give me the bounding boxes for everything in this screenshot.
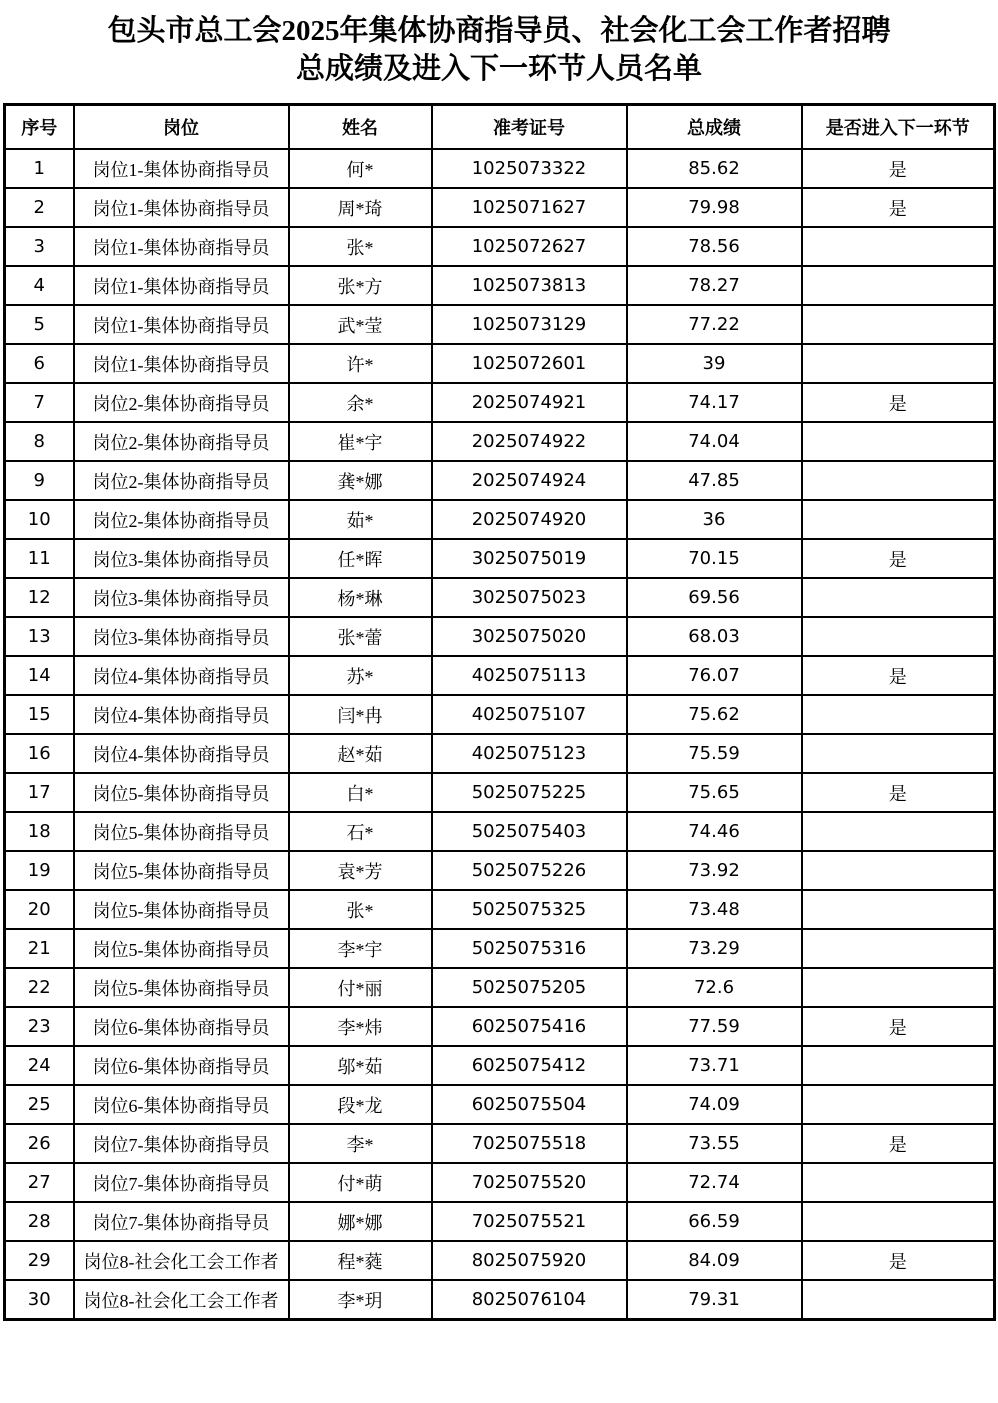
cell-name: 张*蕾 <box>289 617 432 656</box>
cell-total-score: 77.22 <box>627 305 802 344</box>
column-header-seq: 序号 <box>5 105 74 150</box>
cell-seq: 11 <box>5 539 74 578</box>
cell-advance-flag: 是 <box>802 1241 995 1280</box>
cell-total-score: 36 <box>627 500 802 539</box>
cell-position: 岗位7-集体协商指导员 <box>74 1124 289 1163</box>
cell-seq: 25 <box>5 1085 74 1124</box>
cell-name: 任*晖 <box>289 539 432 578</box>
cell-seq: 28 <box>5 1202 74 1241</box>
cell-position: 岗位5-集体协商指导员 <box>74 812 289 851</box>
cell-name: 袁*芳 <box>289 851 432 890</box>
table-row <box>5 1241 995 1280</box>
table-row <box>5 734 995 773</box>
cell-advance-flag <box>802 305 995 344</box>
cell-ticket-number: 1025073813 <box>432 266 627 305</box>
cell-total-score: 68.03 <box>627 617 802 656</box>
cell-name: 许* <box>289 344 432 383</box>
cell-ticket-number: 5025075225 <box>432 773 627 812</box>
table-row <box>5 968 995 1007</box>
table-row <box>5 578 995 617</box>
table-row <box>5 851 995 890</box>
cell-name: 李*炜 <box>289 1007 432 1046</box>
cell-ticket-number: 7025075518 <box>432 1124 627 1163</box>
cell-ticket-number: 7025075521 <box>432 1202 627 1241</box>
cell-position: 岗位7-集体协商指导员 <box>74 1163 289 1202</box>
results-table <box>3 103 996 1321</box>
table-row <box>5 422 995 461</box>
cell-name: 张* <box>289 890 432 929</box>
table-row <box>5 305 995 344</box>
cell-advance-flag: 是 <box>802 383 995 422</box>
cell-advance-flag <box>802 812 995 851</box>
title-line-1: 包头市总工会2025年集体协商指导员、社会化工会工作者招聘 <box>107 15 891 47</box>
table-row <box>5 227 995 266</box>
cell-total-score: 85.62 <box>627 149 802 188</box>
cell-seq: 17 <box>5 773 74 812</box>
cell-position: 岗位1-集体协商指导员 <box>74 149 289 188</box>
cell-seq: 24 <box>5 1046 74 1085</box>
cell-position: 岗位4-集体协商指导员 <box>74 695 289 734</box>
cell-advance-flag <box>802 461 995 500</box>
column-header-position: 岗位 <box>74 105 289 150</box>
table-row <box>5 461 995 500</box>
cell-seq: 1 <box>5 149 74 188</box>
table-row <box>5 383 995 422</box>
cell-advance-flag <box>802 929 995 968</box>
cell-total-score: 74.46 <box>627 812 802 851</box>
cell-total-score: 79.98 <box>627 188 802 227</box>
cell-name: 龚*娜 <box>289 461 432 500</box>
cell-total-score: 78.27 <box>627 266 802 305</box>
table-row <box>5 929 995 968</box>
cell-advance-flag: 是 <box>802 1124 995 1163</box>
cell-ticket-number: 1025071627 <box>432 188 627 227</box>
cell-seq: 22 <box>5 968 74 1007</box>
table-row <box>5 890 995 929</box>
cell-ticket-number: 5025075316 <box>432 929 627 968</box>
cell-advance-flag: 是 <box>802 188 995 227</box>
cell-advance-flag: 是 <box>802 539 995 578</box>
cell-position: 岗位8-社会化工会工作者 <box>74 1241 289 1280</box>
cell-name: 闫*冉 <box>289 695 432 734</box>
cell-advance-flag <box>802 500 995 539</box>
cell-advance-flag <box>802 578 995 617</box>
cell-ticket-number: 7025075520 <box>432 1163 627 1202</box>
cell-ticket-number: 2025074921 <box>432 383 627 422</box>
cell-total-score: 74.04 <box>627 422 802 461</box>
cell-name: 付*萌 <box>289 1163 432 1202</box>
cell-total-score: 75.59 <box>627 734 802 773</box>
cell-position: 岗位2-集体协商指导员 <box>74 500 289 539</box>
cell-position: 岗位4-集体协商指导员 <box>74 734 289 773</box>
cell-ticket-number: 1025073129 <box>432 305 627 344</box>
cell-total-score: 79.31 <box>627 1280 802 1320</box>
cell-ticket-number: 8025076104 <box>432 1280 627 1320</box>
cell-advance-flag <box>802 1202 995 1241</box>
cell-name: 娜*娜 <box>289 1202 432 1241</box>
cell-ticket-number: 8025075920 <box>432 1241 627 1280</box>
cell-seq: 16 <box>5 734 74 773</box>
cell-position: 岗位1-集体协商指导员 <box>74 227 289 266</box>
cell-total-score: 74.09 <box>627 1085 802 1124</box>
cell-ticket-number: 1025072601 <box>432 344 627 383</box>
cell-name: 张* <box>289 227 432 266</box>
cell-ticket-number: 4025075123 <box>432 734 627 773</box>
cell-ticket-number: 5025075226 <box>432 851 627 890</box>
cell-name: 李* <box>289 1124 432 1163</box>
table-row <box>5 149 995 188</box>
cell-position: 岗位5-集体协商指导员 <box>74 968 289 1007</box>
cell-advance-flag: 是 <box>802 1007 995 1046</box>
cell-name: 茹* <box>289 500 432 539</box>
cell-advance-flag <box>802 344 995 383</box>
cell-seq: 19 <box>5 851 74 890</box>
cell-seq: 2 <box>5 188 74 227</box>
cell-position: 岗位6-集体协商指导员 <box>74 1046 289 1085</box>
cell-ticket-number: 5025075325 <box>432 890 627 929</box>
cell-advance-flag <box>802 1163 995 1202</box>
cell-total-score: 75.65 <box>627 773 802 812</box>
cell-advance-flag <box>802 422 995 461</box>
cell-total-score: 72.6 <box>627 968 802 1007</box>
cell-seq: 6 <box>5 344 74 383</box>
cell-name: 杨*琳 <box>289 578 432 617</box>
cell-position: 岗位2-集体协商指导员 <box>74 383 289 422</box>
table-row <box>5 617 995 656</box>
cell-advance-flag <box>802 890 995 929</box>
table-row <box>5 266 995 305</box>
cell-total-score: 72.74 <box>627 1163 802 1202</box>
cell-total-score: 76.07 <box>627 656 802 695</box>
table-row <box>5 1163 995 1202</box>
cell-advance-flag <box>802 1280 995 1320</box>
cell-total-score: 78.56 <box>627 227 802 266</box>
table-row <box>5 1007 995 1046</box>
cell-name: 崔*宇 <box>289 422 432 461</box>
cell-name: 李*玥 <box>289 1280 432 1320</box>
cell-advance-flag <box>802 266 995 305</box>
table-row <box>5 344 995 383</box>
document-page <box>0 12 998 1403</box>
cell-advance-flag <box>802 695 995 734</box>
cell-ticket-number: 6025075412 <box>432 1046 627 1085</box>
cell-position: 岗位5-集体协商指导员 <box>74 773 289 812</box>
column-header-name: 姓名 <box>289 105 432 150</box>
cell-position: 岗位5-集体协商指导员 <box>74 890 289 929</box>
cell-name: 白* <box>289 773 432 812</box>
cell-position: 岗位6-集体协商指导员 <box>74 1007 289 1046</box>
cell-advance-flag: 是 <box>802 773 995 812</box>
cell-total-score: 75.62 <box>627 695 802 734</box>
cell-total-score: 73.71 <box>627 1046 802 1085</box>
cell-total-score: 69.56 <box>627 578 802 617</box>
cell-name: 武*莹 <box>289 305 432 344</box>
cell-name: 张*方 <box>289 266 432 305</box>
cell-seq: 9 <box>5 461 74 500</box>
table-row <box>5 188 995 227</box>
cell-advance-flag <box>802 851 995 890</box>
cell-position: 岗位1-集体协商指导员 <box>74 266 289 305</box>
cell-ticket-number: 2025074920 <box>432 500 627 539</box>
cell-advance-flag <box>802 1085 995 1124</box>
cell-total-score: 39 <box>627 344 802 383</box>
cell-position: 岗位6-集体协商指导员 <box>74 1085 289 1124</box>
cell-total-score: 73.55 <box>627 1124 802 1163</box>
cell-ticket-number: 3025075023 <box>432 578 627 617</box>
cell-total-score: 66.59 <box>627 1202 802 1241</box>
cell-total-score: 77.59 <box>627 1007 802 1046</box>
cell-name: 余* <box>289 383 432 422</box>
table-row <box>5 812 995 851</box>
cell-seq: 15 <box>5 695 74 734</box>
table-row <box>5 656 995 695</box>
cell-position: 岗位1-集体协商指导员 <box>74 305 289 344</box>
cell-name: 邬*茹 <box>289 1046 432 1085</box>
cell-seq: 21 <box>5 929 74 968</box>
cell-position: 岗位3-集体协商指导员 <box>74 617 289 656</box>
cell-total-score: 74.17 <box>627 383 802 422</box>
cell-seq: 12 <box>5 578 74 617</box>
document-title <box>0 12 998 88</box>
cell-name: 程*蕤 <box>289 1241 432 1280</box>
cell-total-score: 73.29 <box>627 929 802 968</box>
cell-seq: 26 <box>5 1124 74 1163</box>
title-line-2: 总成绩及进入下一环节人员名单 <box>295 53 702 85</box>
cell-position: 岗位7-集体协商指导员 <box>74 1202 289 1241</box>
cell-advance-flag <box>802 734 995 773</box>
column-header-advance-flag: 是否进入下一环节 <box>802 105 995 150</box>
cell-ticket-number: 6025075504 <box>432 1085 627 1124</box>
cell-seq: 3 <box>5 227 74 266</box>
cell-position: 岗位3-集体协商指导员 <box>74 539 289 578</box>
cell-seq: 14 <box>5 656 74 695</box>
cell-position: 岗位8-社会化工会工作者 <box>74 1280 289 1320</box>
cell-position: 岗位1-集体协商指导员 <box>74 188 289 227</box>
cell-seq: 29 <box>5 1241 74 1280</box>
cell-seq: 18 <box>5 812 74 851</box>
cell-ticket-number: 6025075416 <box>432 1007 627 1046</box>
cell-position: 岗位4-集体协商指导员 <box>74 656 289 695</box>
cell-name: 段*龙 <box>289 1085 432 1124</box>
cell-position: 岗位1-集体协商指导员 <box>74 344 289 383</box>
table-row <box>5 1280 995 1320</box>
cell-seq: 7 <box>5 383 74 422</box>
cell-advance-flag <box>802 968 995 1007</box>
cell-advance-flag <box>802 617 995 656</box>
cell-ticket-number: 4025075113 <box>432 656 627 695</box>
cell-total-score: 47.85 <box>627 461 802 500</box>
cell-total-score: 73.92 <box>627 851 802 890</box>
cell-ticket-number: 1025072627 <box>432 227 627 266</box>
cell-ticket-number: 3025075020 <box>432 617 627 656</box>
cell-name: 周*琦 <box>289 188 432 227</box>
cell-seq: 13 <box>5 617 74 656</box>
cell-name: 付*丽 <box>289 968 432 1007</box>
table-row <box>5 1202 995 1241</box>
cell-name: 李*宇 <box>289 929 432 968</box>
cell-name: 赵*茹 <box>289 734 432 773</box>
cell-name: 苏* <box>289 656 432 695</box>
cell-seq: 5 <box>5 305 74 344</box>
cell-position: 岗位3-集体协商指导员 <box>74 578 289 617</box>
cell-seq: 8 <box>5 422 74 461</box>
cell-name: 石* <box>289 812 432 851</box>
table-row <box>5 1124 995 1163</box>
cell-position: 岗位2-集体协商指导员 <box>74 422 289 461</box>
cell-position: 岗位5-集体协商指导员 <box>74 929 289 968</box>
cell-ticket-number: 1025073322 <box>432 149 627 188</box>
table-row <box>5 1085 995 1124</box>
cell-seq: 27 <box>5 1163 74 1202</box>
table-row <box>5 773 995 812</box>
cell-advance-flag: 是 <box>802 656 995 695</box>
table-row <box>5 539 995 578</box>
cell-position: 岗位5-集体协商指导员 <box>74 851 289 890</box>
table-row <box>5 1046 995 1085</box>
cell-seq: 20 <box>5 890 74 929</box>
cell-ticket-number: 2025074922 <box>432 422 627 461</box>
cell-seq: 30 <box>5 1280 74 1320</box>
cell-name: 何* <box>289 149 432 188</box>
cell-ticket-number: 5025075403 <box>432 812 627 851</box>
table-row <box>5 695 995 734</box>
cell-ticket-number: 5025075205 <box>432 968 627 1007</box>
cell-total-score: 73.48 <box>627 890 802 929</box>
cell-advance-flag: 是 <box>802 149 995 188</box>
cell-ticket-number: 3025075019 <box>432 539 627 578</box>
cell-seq: 4 <box>5 266 74 305</box>
cell-advance-flag <box>802 1046 995 1085</box>
cell-position: 岗位2-集体协商指导员 <box>74 461 289 500</box>
column-header-ticket-number: 准考证号 <box>432 105 627 150</box>
cell-seq: 10 <box>5 500 74 539</box>
column-header-total-score: 总成绩 <box>627 105 802 150</box>
cell-total-score: 70.15 <box>627 539 802 578</box>
cell-ticket-number: 2025074924 <box>432 461 627 500</box>
cell-total-score: 84.09 <box>627 1241 802 1280</box>
cell-ticket-number: 4025075107 <box>432 695 627 734</box>
cell-seq: 23 <box>5 1007 74 1046</box>
table-row <box>5 500 995 539</box>
table-header-row <box>5 105 995 150</box>
cell-advance-flag <box>802 227 995 266</box>
